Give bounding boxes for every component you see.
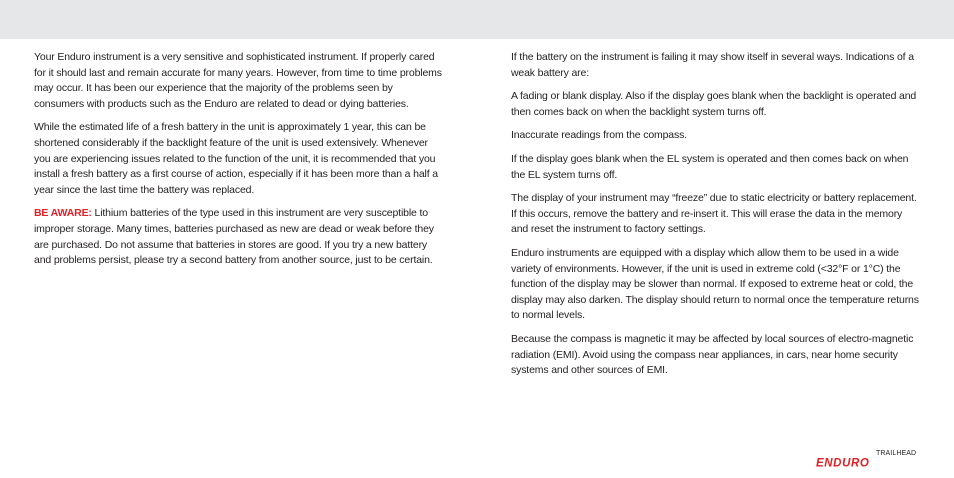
- freeze-paragraph: The display of your instrument may “freeze” due to static electricity or battery replacement. If this occurs, remove the battery and re-insert it. This will erase the data in the memory and reset the instrument to factory settings.: [511, 192, 917, 236]
- right-column: [511, 50, 921, 387]
- emi-paragraph: Because the compass is magnetic it may be affected by local sources of electro-magnetic radiation (EMI). Avoid using the compass near appliances, in cars, near home security systems and other sources of EMI.: [511, 332, 914, 377]
- warning-paragraph: [34, 206, 444, 268]
- header-band: [0, 0, 954, 39]
- indications-paragraph: If the battery on the instrument is failing it may show itself in several ways. Indications of a weak battery are:: [511, 51, 914, 79]
- warning-label: BE AWARE:: [34, 207, 92, 220]
- warning-text: Lithium batteries of the type used in this instrument are very susceptible to improper storage. Many times, batteries purchased as new are dead or weak before they are purchased. Do not assume that batteries in stores are good. If you try a new battery and problems persist, please try a second battery from another source, just to be certain.: [34, 207, 434, 267]
- el-system-paragraph: If the display goes blank when the EL system is operated and then comes back on when the EL system turns off.: [511, 152, 909, 181]
- intro-paragraph: Your Enduro instrument is a very sensitive and sophisticated instrument. If properly cared for it should last and remain accurate for many years. However, from time to time problems may occur. It has been our experience that the majority of the problems seen by consumers with products such as the Enduro are related to dead or dying batteries.: [34, 51, 442, 110]
- compass-readings-paragraph: Inaccurate readings from the compass.: [511, 129, 687, 142]
- enduro-logo: [816, 456, 876, 468]
- enduro-logo-text: ENDURO: [816, 457, 870, 468]
- trailhead-tag: TRAILHEAD: [876, 450, 917, 457]
- fading-display-paragraph: A fading or blank display. Also if the display goes blank when the backlight is operated and then comes back on when the backlight system turns off.: [511, 90, 917, 118]
- battery-life-paragraph: While the estimated life of a fresh battery in the unit is approximately 1 year, this can be shortened considerably if the backlight feature of the unit is used extensively. Whenever you are experiencing issues related to the function of the unit, it is recommended that you install a fresh battery as a first course of action, especially if it has been more than a half a year since the last time the battery was replaced.: [34, 121, 438, 196]
- left-column: [34, 50, 444, 277]
- footer-branding: [816, 449, 926, 469]
- environment-paragraph: Enduro instruments are equipped with a display which allow them to be used in a wide variety of environments. However, if the unit is used in extreme cold (<32°F or 1°C) the function of the display may be slower than normal. If exposed to extreme heat or cold, the display may also darken. The display should return to normal once the temperature returns to normal levels.: [511, 246, 919, 322]
